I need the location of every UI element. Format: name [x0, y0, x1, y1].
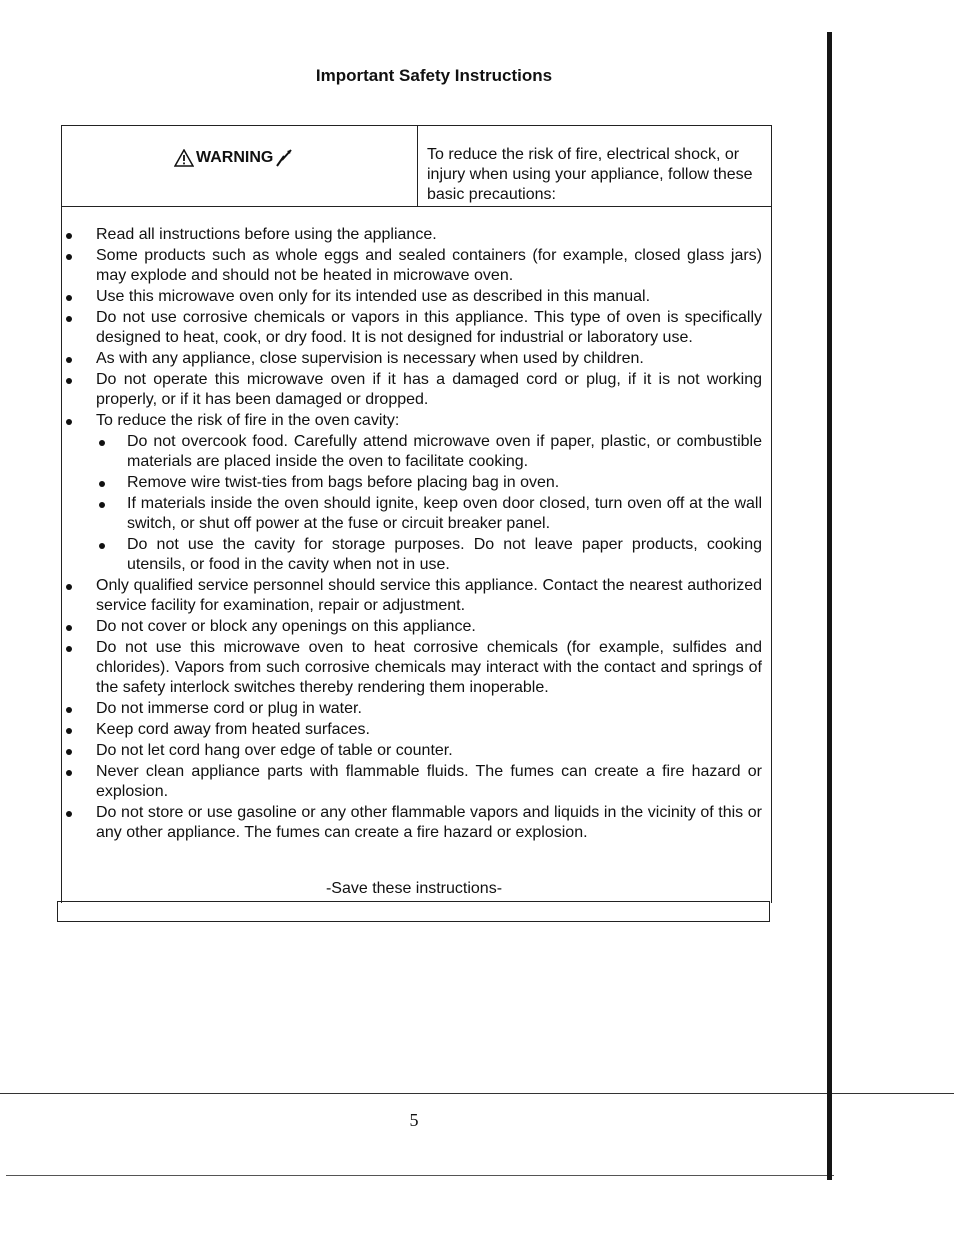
- sub-list-item-text: Remove wire twist-ties from bags before placing bag in oven.: [127, 474, 560, 491]
- lightning-bolt-icon: [275, 148, 293, 168]
- warning-label: [174, 148, 293, 168]
- sub-list-item: [127, 494, 762, 534]
- bullet-icon: [66, 233, 72, 239]
- list-item-text: Do not immerse cord or plug in water.: [96, 700, 362, 717]
- sub-list-item: [127, 535, 762, 575]
- scan-edge-bar: [827, 32, 832, 1180]
- list-item: [96, 349, 762, 369]
- list-item: [96, 308, 762, 348]
- list-item: [96, 225, 762, 245]
- list-item: [96, 638, 762, 698]
- list-item: [96, 762, 762, 802]
- warning-label-text: WARNING: [196, 149, 274, 166]
- list-item-text: Use this microwave oven only for its intended use as described in this manual.: [96, 288, 651, 305]
- bullet-icon: [99, 502, 105, 508]
- bullet-icon: [66, 419, 72, 425]
- bullet-icon: [66, 749, 72, 755]
- page-rule-top: [0, 1093, 954, 1094]
- bullet-icon: [66, 378, 72, 384]
- list-item-text: Do not let cord hang over edge of table or counter.: [96, 742, 453, 759]
- list-item-text: As with any appliance, close supervision is necessary when used by children.: [96, 350, 644, 367]
- list-item: [96, 287, 762, 307]
- list-item: [96, 370, 762, 410]
- list-item: [96, 699, 762, 719]
- page-title: Important Safety Instructions: [315, 66, 553, 85]
- list-item: [96, 246, 762, 286]
- bullet-icon: [99, 440, 105, 446]
- list-item-text: Some products such as whole eggs and sealed containers (for example, closed glass jars) may explode and should not be heated in microwave oven.: [96, 247, 762, 284]
- list-item-text: Do not store or use gasoline or any other flammable vapors and liquids in the vicinity of this or any other appliance. The fumes can create a fire hazard or explosion.: [96, 804, 762, 841]
- sub-list-item-text: If materials inside the oven should ignite, keep oven door closed, turn oven off at the wall switch, or shut off power at the fuse or circuit breaker panel.: [127, 495, 762, 532]
- list-item: [96, 617, 762, 637]
- bullet-icon: [66, 295, 72, 301]
- page-rule-bottom: [6, 1175, 834, 1176]
- warning-triangle-icon: [174, 149, 194, 167]
- page-number: 5: [409, 1110, 419, 1130]
- list-item: [96, 720, 762, 740]
- sub-list-item: [127, 473, 762, 493]
- warning-box: [61, 125, 772, 207]
- bullet-icon: [66, 584, 72, 590]
- bullet-icon: [99, 481, 105, 487]
- bullet-icon: [66, 770, 72, 776]
- list-item: [96, 741, 762, 761]
- bullet-icon: [66, 811, 72, 817]
- save-instructions-text: -Save these instructions-: [325, 880, 503, 897]
- bullet-icon: [66, 316, 72, 322]
- list-item-text: To reduce the risk of fire in the oven cavity:: [96, 412, 400, 429]
- bullet-icon: [66, 625, 72, 631]
- warning-text: To reduce the risk of fire, electrical shock, or injury when using your appliance, follow these basic precautions:: [427, 146, 753, 203]
- bullet-icon: [66, 646, 72, 652]
- bullet-icon: [66, 707, 72, 713]
- bullet-icon: [99, 543, 105, 549]
- sub-list-item-text: Do not use the cavity for storage purposes. Do not leave paper products, cooking utensils, or food in the cavity when not in use.: [127, 536, 762, 573]
- list-item: [96, 411, 762, 575]
- list-item-text: Do not cover or block any openings on this appliance.: [96, 618, 476, 635]
- list-item-text: Keep cord away from heated surfaces.: [96, 721, 370, 738]
- sub-list-item: [127, 432, 762, 472]
- bullet-icon: [66, 254, 72, 260]
- list-item: [96, 803, 762, 843]
- warning-box-divider: [417, 126, 418, 206]
- list-item-text: Read all instructions before using the appliance.: [96, 226, 437, 243]
- sub-list-item-text: Do not overcook food. Carefully attend microwave oven if paper, plastic, or combustible materials are placed inside the oven to facilitate cooking.: [127, 433, 762, 470]
- list-item-text: Never clean appliance parts with flammable fluids. The fumes can create a fire hazard or explosion.: [96, 763, 762, 800]
- list-item-text: Only qualified service personnel should service this appliance. Contact the nearest authorized service facility for examination, repair or adjustment.: [96, 577, 762, 614]
- list-item: [96, 576, 762, 616]
- footer-box: [57, 901, 770, 922]
- list-item-text: Do not operate this microwave oven if it has a damaged cord or plug, if it is not working properly, or if it has been damaged or dropped.: [96, 371, 762, 408]
- instructions-list: [96, 225, 762, 844]
- list-item-text: Do not use corrosive chemicals or vapors in this appliance. This type of oven is specifically designed to heat, cook, or dry food. It is not designed for industrial or laboratory use.: [96, 309, 762, 346]
- list-item-text: Do not use this microwave oven to heat corrosive chemicals (for example, sulfides and chlorides). Vapors from such corrosive chemicals may interact with the contact and springs of the safety interlock switches thereby rendering them inoperable.: [96, 639, 762, 696]
- bullet-icon: [66, 357, 72, 363]
- bullet-icon: [66, 728, 72, 734]
- sub-list: [96, 432, 762, 575]
